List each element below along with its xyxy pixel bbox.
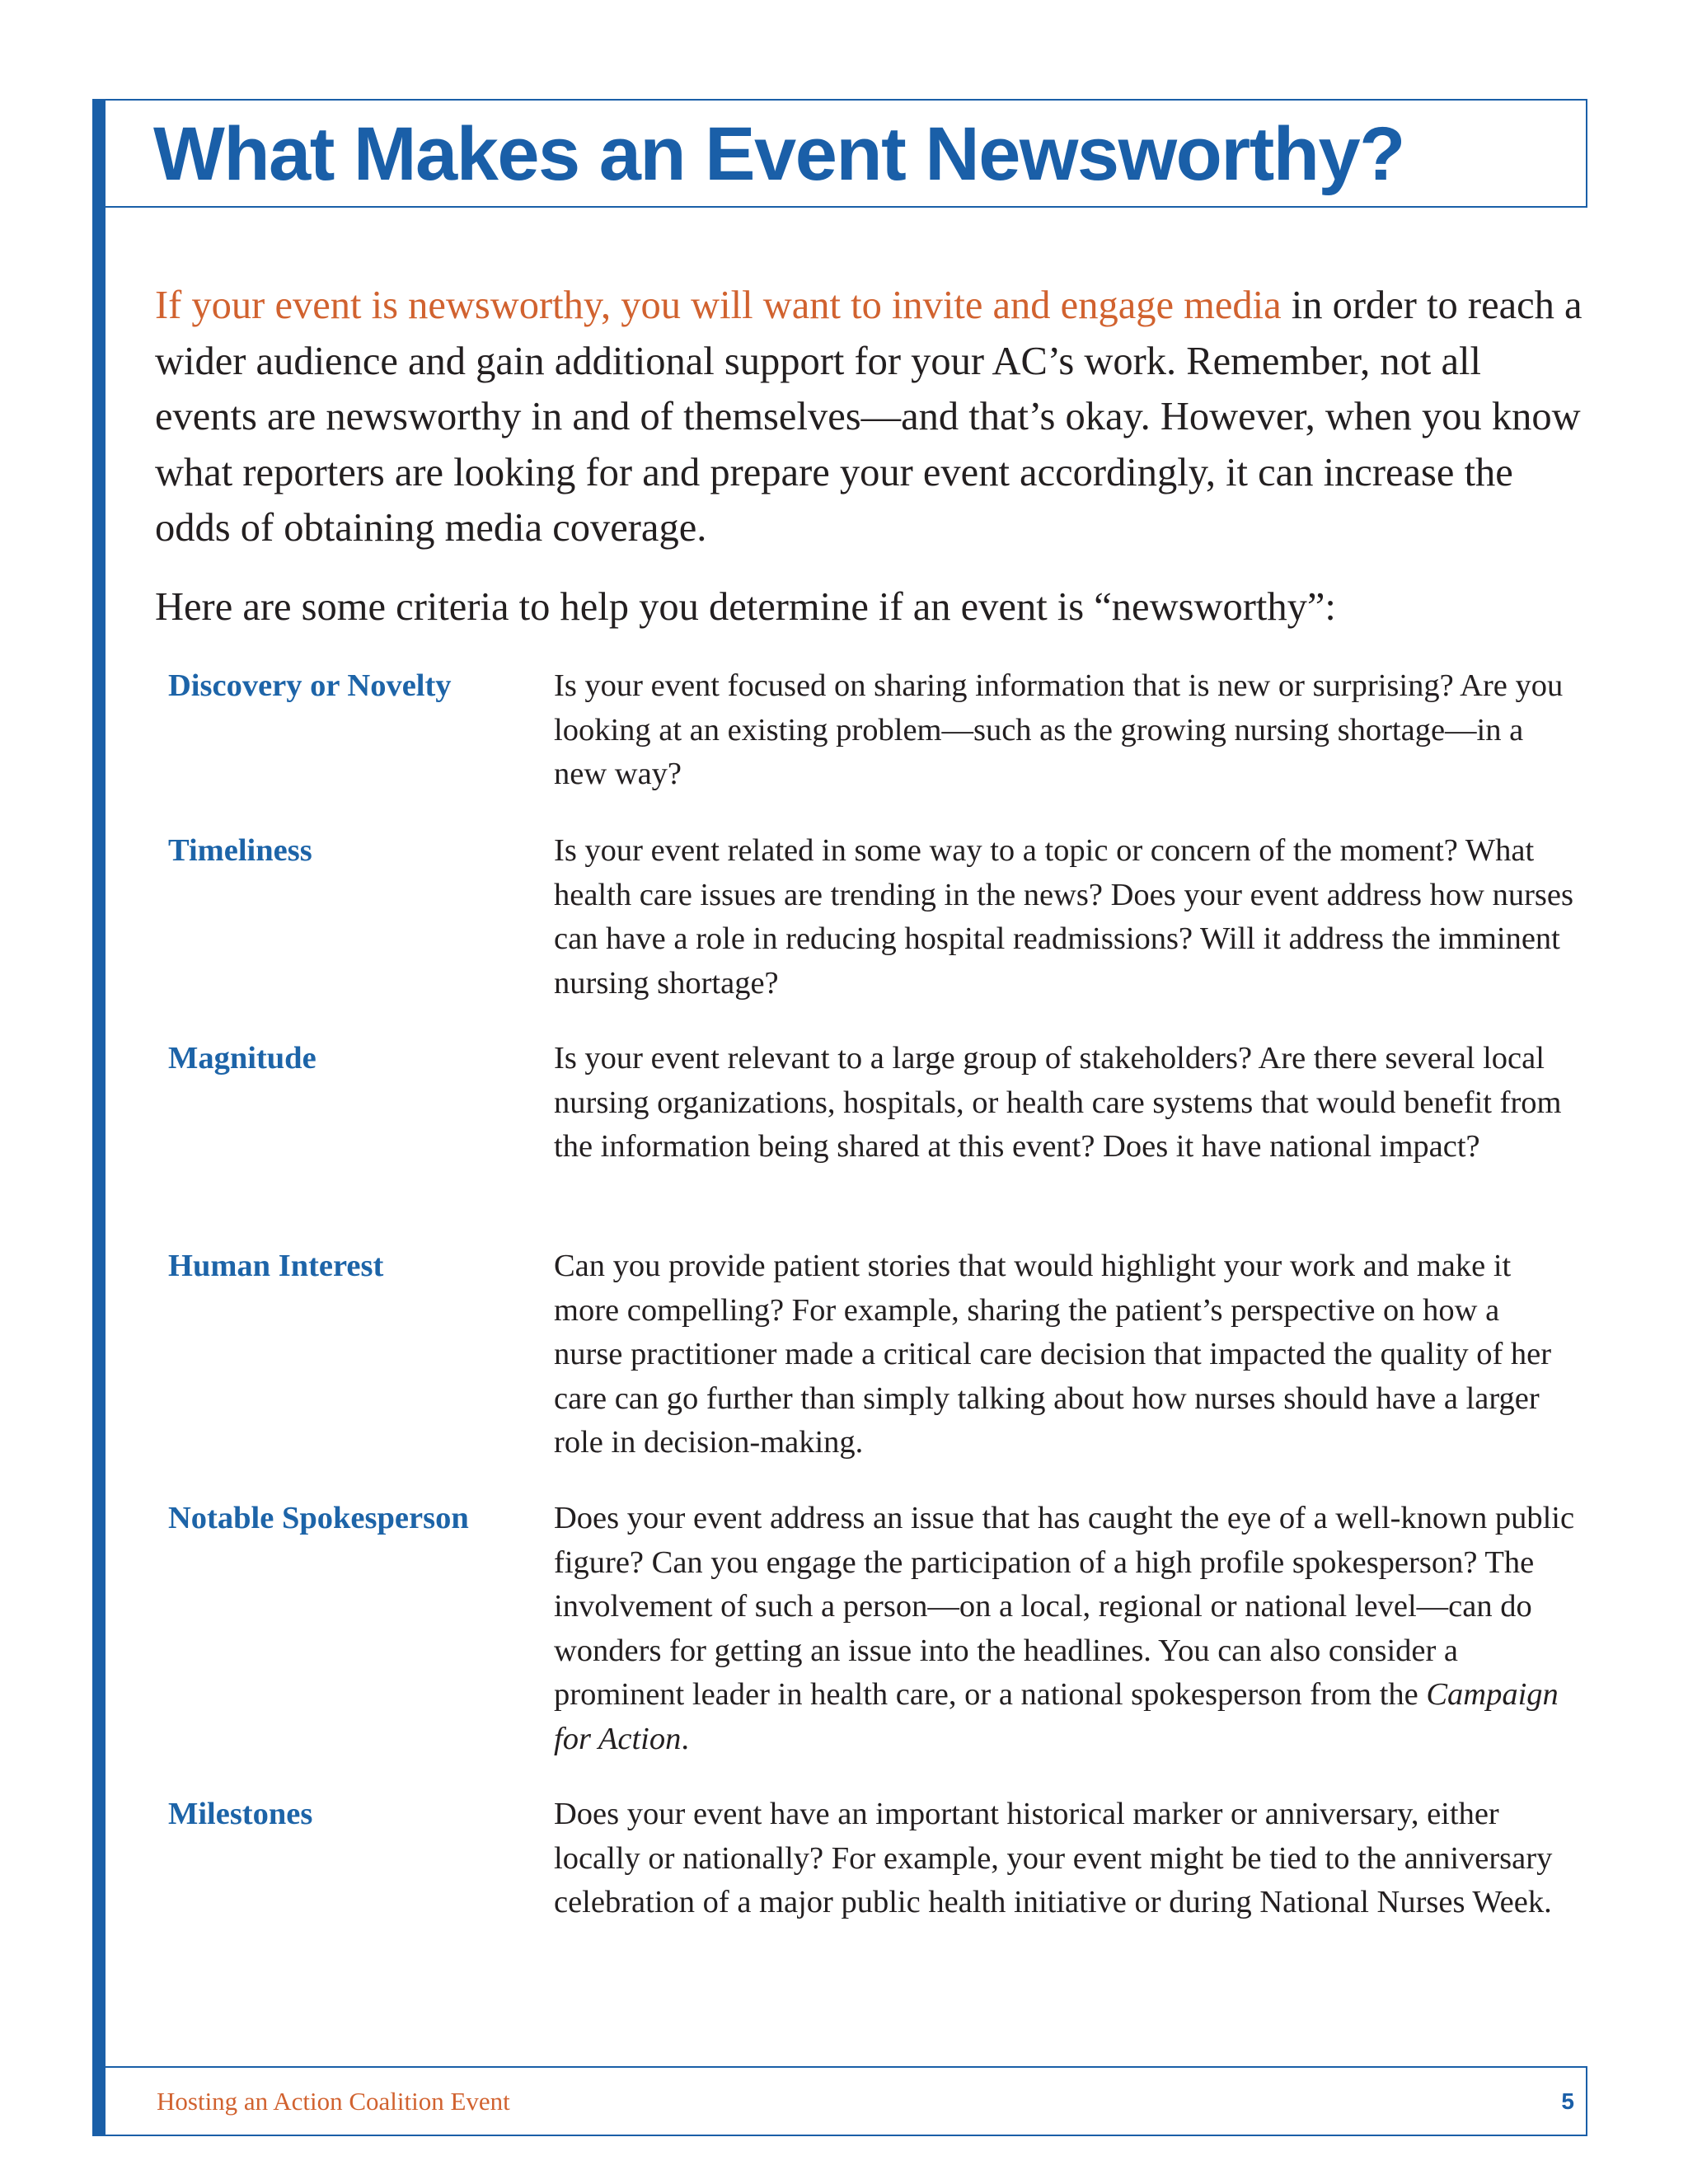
criterion-description: Is your event focused on sharing information that is new or surprising? Are you looking at an existing problem—such as the growing nursing shortage—in a new way?	[554, 668, 1564, 791]
criterion-description-end: .	[681, 1721, 689, 1756]
page-title: What Makes an Event Newsworthy?	[153, 112, 1404, 196]
intro-highlight: If your event is newsworthy, you will want to invite and engage media	[155, 284, 1282, 327]
intro-body: in order to reach a wider audience and gain additional support for your AC’s work. Remember, not all events are newsworthy in and of themselves—and that’s okay. However, when you know what reporters are looking for and prepare your event accordingly, it can increase the odds of obtaining media coverage.	[155, 284, 1582, 550]
criterion-name: Discovery or Novelty	[168, 668, 452, 703]
criterion-description: Is your event related in some way to a topic or concern of the moment? What health care issues are trending in the news? Does your event address how nurses can have a role in reducing hospital readmissions? Will it address the imminent nursing shortage?	[554, 833, 1573, 1001]
criteria-intro: Here are some criteria to help you determine if an event is “newsworthy”:	[155, 585, 1336, 629]
criterion-description	[554, 1497, 1576, 1761]
criterion-description-text: Does your event address an issue that has caught the eye of a well-known public figure? Can you engage the participation of a high profile spokesperson? The involvement of such a person—on a local, regional or national level—can do wonders for getting an issue into the headlines. You can also consider a prominent leader in health care, or a national spokesperson from the	[554, 1501, 1575, 1712]
criterion-description: Can you provide patient stories that would highlight your work and make it more compelling? For example, sharing the patient’s perspective on how a nurse practitioner made a critical care decision that impacted the quality of her care can go further than simply talking about how nurses should have a larger role in decision-making.	[554, 1249, 1552, 1460]
footer-title: Hosting an Action Coalition Event	[157, 2087, 510, 2116]
criterion-name: Magnitude	[168, 1041, 316, 1076]
criterion-name: Milestones	[168, 1797, 313, 1831]
page-number: 5	[1561, 2088, 1574, 2114]
criterion-name: Notable Spokesperson	[168, 1501, 469, 1535]
criterion-name: Human Interest	[168, 1249, 384, 1283]
criterion-description: Is your event relevant to a large group of stakeholders? Are there several local nursing organizations, hospitals, or health care systems that would benefit from the information being shared at this event? Does it have national impact?	[554, 1041, 1562, 1164]
criterion-name: Timeliness	[168, 833, 312, 868]
criterion-description: Does your event have an important historical marker or anniversary, either locally or nationally? For example, your event might be tied to the anniversary celebration of a major public health initiative or during National Nurses Week.	[554, 1797, 1553, 1919]
left-accent-bar	[92, 99, 106, 2136]
campaign-name: Campaign for Action	[554, 1677, 1559, 1756]
intro-paragraph	[155, 278, 1589, 556]
